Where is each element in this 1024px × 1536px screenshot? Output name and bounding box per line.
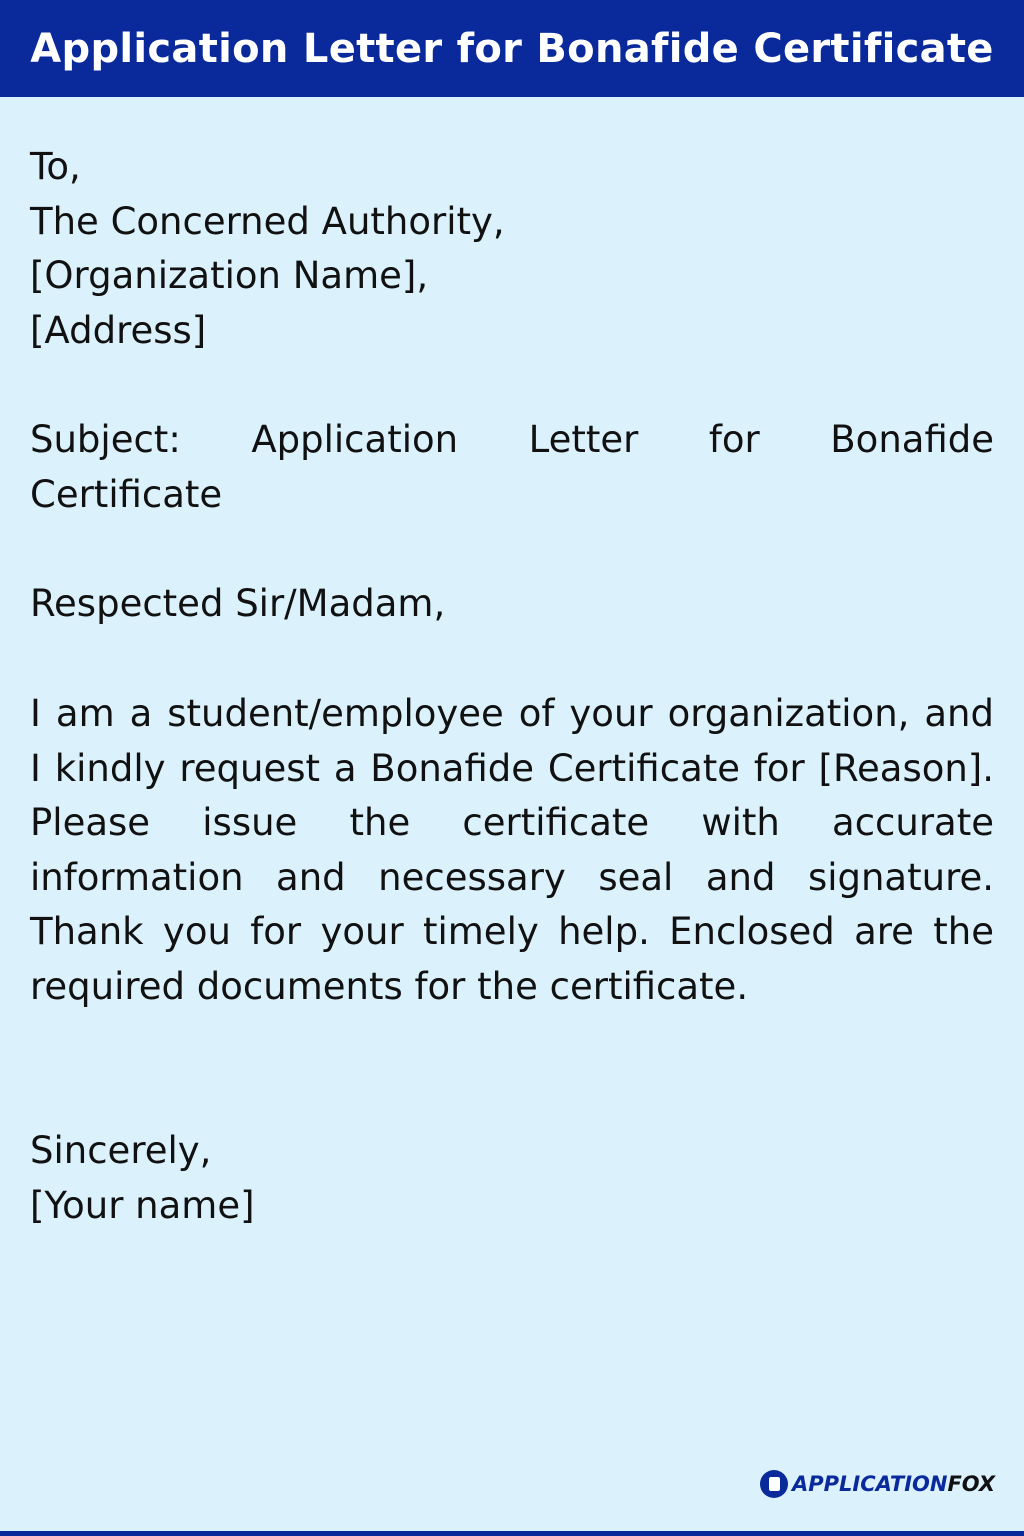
- address-line: To,: [30, 145, 81, 188]
- closing: [30, 1124, 994, 1233]
- salutation: Respected Sir/Madam,: [30, 582, 446, 625]
- header-banner: [0, 0, 1024, 97]
- address-line: [Organization Name],: [30, 254, 429, 298]
- document-icon: [760, 1470, 788, 1498]
- address-line: [Address]: [30, 308, 207, 352]
- recipient-address: [30, 140, 994, 358]
- logo-text-application: APPLICATION: [792, 1472, 948, 1496]
- letter-body: I am a student/employee of your organization, and I kindly request a Bonafide Certificate for [Reason]. Please issue the certificate with accurate information and necessary seal and signature. Thank you for your timely help. Enclosed are the required documents for the certificate.: [30, 692, 994, 1008]
- page-title: Application Letter for Bonafide Certificate: [30, 25, 994, 72]
- bottom-border: [0, 1531, 1024, 1536]
- logo-text-fox: FOX: [947, 1472, 996, 1496]
- signature-name: [Your name]: [30, 1183, 255, 1227]
- closing-line: Sincerely,: [30, 1129, 212, 1172]
- address-line: The Concerned Authority,: [30, 199, 505, 243]
- applicationfox-logo: [760, 1470, 995, 1498]
- subject-line: Subject: Application Letter for Bonafide Certificate: [30, 418, 994, 516]
